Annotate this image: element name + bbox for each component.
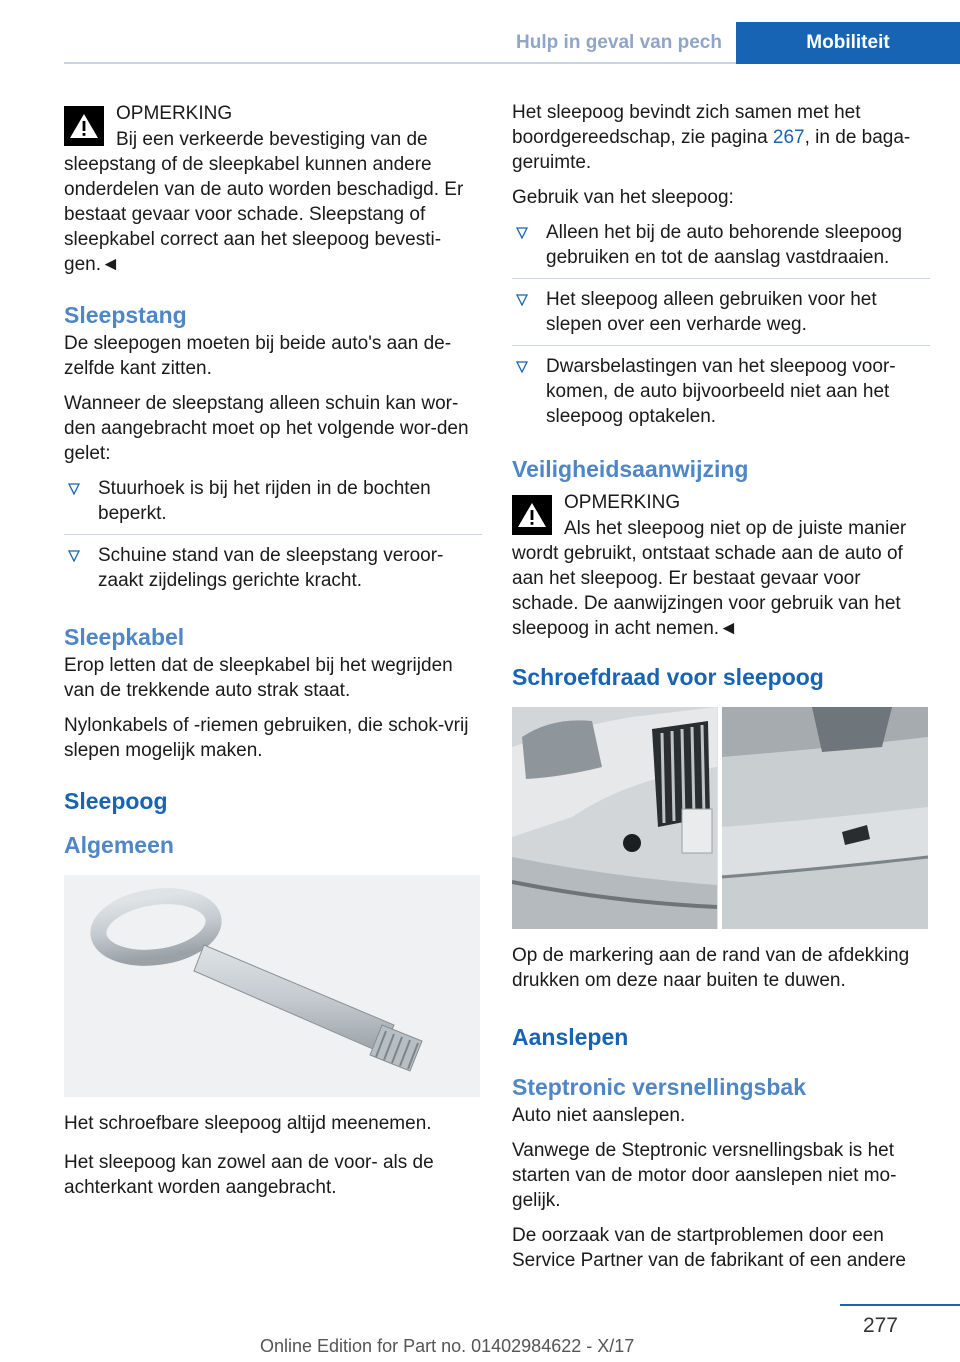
page-number: 277 (862, 1314, 898, 1337)
paragraph: De oorzaak van de startproblemen door een Service Partner van de fabrikant of een andere (512, 1225, 906, 1271)
paragraph: Wanneer de sleepstang alleen schuin kan wor‐den aangebracht moet op het volgende wor‐den gelet: (64, 393, 469, 464)
bullet-triangle-icon (516, 294, 528, 306)
bullet-triangle-icon (516, 361, 528, 373)
list-item (512, 287, 930, 346)
bullet-triangle-icon (68, 550, 80, 562)
header-chapter-tab: Mobiliteit (736, 22, 960, 64)
heading-sleepstang: Sleepstang (64, 302, 187, 328)
page-link[interactable]: 267 (772, 127, 805, 148)
bumper-cover-image (512, 707, 928, 929)
bullet-list (512, 220, 930, 437)
list-item-text: Schuine stand van de sleepstang veroor‐zaakt zijdelings gerichte kracht. (98, 545, 444, 591)
list-item (64, 476, 482, 535)
list-item-text: Dwarsbelastingen van het sleepoog voor‐komen, de auto bijvoorbeeld niet aan het sleepoog optakelen. (546, 356, 896, 427)
warning-note (512, 489, 930, 641)
heading-veiligheidsaanwijzing: Veiligheidsaanwijzing (512, 456, 749, 482)
bullet-triangle-icon (516, 227, 528, 239)
heading-schroefdraad: Schroefdraad voor sleepoog (512, 664, 824, 690)
heading-algemeen: Algemeen (64, 832, 174, 858)
paragraph: Nylonkabels of -riemen gebruiken, die schok‐vrij slepen mogelijk maken. (64, 715, 469, 761)
bullet-triangle-icon (68, 483, 80, 495)
list-item-text: Stuurhoek is bij het rijden in de bochten beperkt. (98, 478, 431, 524)
text: , in de baga‐geruimte. (512, 127, 911, 173)
text: Het sleepoog bevindt zich samen met het boordgereedschap, zie pagina (512, 102, 861, 148)
left-column (64, 100, 482, 1210)
heading-aanslepen: Aanslepen (512, 1024, 629, 1050)
tow-hook-image (64, 875, 480, 1097)
edition-footer: Online Edition for Part no. 01402984622 - X/17 (260, 1336, 635, 1356)
list-item (64, 543, 482, 601)
note-title: OPMERKING (116, 103, 233, 124)
paragraph: De sleepogen moeten bij beide auto's aan de‐zelfde kant zitten. (64, 333, 452, 379)
paragraph: Erop letten dat de sleepkabel bij het wegrijden van de trekkende auto strak staat. (64, 655, 453, 701)
heading-steptronic: Steptronic versnellingsbak (512, 1074, 806, 1100)
list-item-text: Alleen het bij de auto behorende sleepoog gebruiken en tot de aanslag vastdraaien. (546, 222, 903, 268)
paragraph (512, 100, 930, 175)
list-item (512, 220, 930, 279)
footer-rule (840, 1304, 960, 1306)
note-text: Bij een verkeerde bevestiging van de sleepstang of de sleepkabel kunnen andere onderdelen van de auto worden beschadigd. Er bestaat gevaar voor schade. Sleepstang of sleepkabel correct aan het sleepoog bevesti‐gen.◄ (64, 129, 464, 275)
list-item (512, 354, 930, 437)
bullet-list (64, 476, 482, 601)
paragraph: Het schroefbare sleepoog altijd meenemen. (64, 1113, 432, 1134)
right-column (512, 100, 930, 1283)
heading-sleepoog: Sleepoog (64, 788, 168, 814)
heading-sleepkabel: Sleepkabel (64, 624, 185, 650)
note-text: Als het sleepoog niet op de juiste manier wordt gebruikt, ontstaat schade aan de auto of aan het sleepoog. Er bestaat gevaar voor schade. De aanwijzingen voor gebruik van het sleepoog in acht nemen.◄ (512, 518, 907, 639)
paragraph: Vanwege de Steptronic versnellingsbak is het starten van de motor door aanslepen niet mo‐gelijk. (512, 1140, 897, 1211)
paragraph: Het sleepoog kan zowel aan de voor- als de achterkant worden aangebracht. (64, 1152, 434, 1198)
paragraph: Gebruik van het sleepoog: (512, 187, 734, 208)
list-item-text: Het sleepoog alleen gebruiken voor het slepen over een verharde weg. (546, 289, 877, 335)
warning-icon (64, 106, 104, 146)
warning-icon (512, 495, 552, 535)
paragraph: Op de markering aan de rand van de afdekking drukken om deze naar buiten te duwen. (512, 945, 910, 991)
note-title: OPMERKING (564, 492, 681, 513)
header-section-label: Hulp in geval van pech (516, 32, 722, 53)
warning-note (64, 100, 482, 277)
paragraph: Auto niet aanslepen. (512, 1105, 686, 1126)
